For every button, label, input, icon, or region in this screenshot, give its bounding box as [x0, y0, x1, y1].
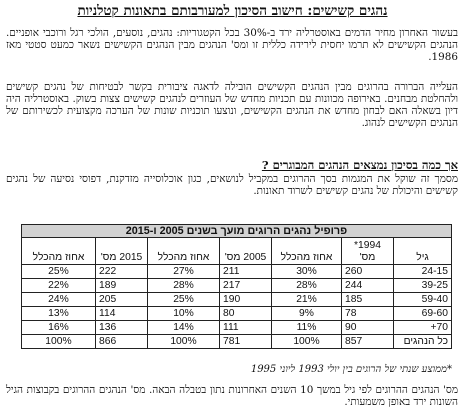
cell-percent-2005: 100%	[148, 335, 220, 349]
cell-age: 70+	[394, 321, 452, 335]
table-row	[21, 321, 451, 335]
cell-count-2005: 211	[220, 265, 272, 279]
table-caption: פרופיל נהגים הרוגים מועך בשנים 2005 ו-2015	[21, 225, 451, 238]
cell-count-1994: 185	[342, 293, 394, 307]
cell-percent-2005: 28%	[148, 279, 220, 293]
cell-percent-2005: 25%	[148, 293, 220, 307]
paragraph-3: מסמך זה שוקל את המגמות בסך ההרוגים במקביל לנושאים, כגון אוכלוסייה מזדקנת, דפוסי נסיעה של נהגים קשישים והיכולת של נהגים קשישים לשרוד תאונות.	[6, 173, 458, 197]
table-row	[21, 293, 451, 307]
cell-percent-1994: 30%	[272, 265, 342, 279]
cell-count-2015: 136	[96, 321, 148, 335]
cell-count-1994: 244	[342, 279, 394, 293]
header-count-2015: 2015 מס'	[96, 238, 148, 265]
cell-count-2015: 866	[96, 335, 148, 349]
cell-count-2015: 189	[96, 279, 148, 293]
table-footnote: *ממוצע שנתי של הרוגים בין יולי 1993 ליוני 1995	[250, 364, 452, 375]
cell-percent-2015: 22%	[21, 279, 95, 293]
cell-percent-2005: 10%	[148, 307, 220, 321]
header-count-2005: 2005 מס'	[220, 238, 272, 265]
cell-count-2015: 205	[96, 293, 148, 307]
fatalities-table-container	[22, 224, 452, 349]
cell-count-2005: 80	[220, 307, 272, 321]
cell-age: 24-15	[394, 265, 452, 279]
cell-percent-2015: 13%	[21, 307, 95, 321]
cell-percent-1994: 21%	[272, 293, 342, 307]
cell-percent-2015: 100%	[21, 335, 95, 349]
cell-count-1994: 260	[342, 265, 394, 279]
header-age: גיל	[394, 238, 452, 265]
cell-percent-1994: 28%	[272, 279, 342, 293]
cell-count-1994: 857	[342, 335, 394, 349]
cell-percent-2015: 16%	[21, 321, 95, 335]
table-row	[21, 279, 451, 293]
cell-age: 59-40	[394, 293, 452, 307]
cell-count-2005: 217	[220, 279, 272, 293]
table-row	[21, 307, 451, 321]
table-row	[21, 265, 451, 279]
cell-percent-1994: 100%	[272, 335, 342, 349]
cell-percent-1994: 11%	[272, 321, 342, 335]
table-row-total	[21, 335, 451, 349]
paragraph-4: מס' הנהגים ההרוגים לפי גיל במשך 10 השנים האחרונות נתון בטבלה הבאה. מס' הנהגים ההרוגים בקבוצות הגיל השונות ירד באופן משמעותי.	[6, 384, 458, 408]
document-title: נהגים קשישים: חישוב הסיכון למעורבותם בתאונות קטלניות	[77, 3, 388, 19]
cell-count-1994: 78	[342, 307, 394, 321]
cell-age: 69-60	[394, 307, 452, 321]
paragraph-2: העלייה הברורה בהרוגים מבין הנהגים הקשישים הובילה לדאגה ציבורית בקשר לבטיחות של נהגים קשישים ולהחלטת מבחנים. באירופה מכוונות עם תכניות מחדש של העוזרים לנהגים קשישים צצות בשוק. באוסטרליה היה דיון בשאלה האם לבחון מחדש את הנהגים הקשישים, ונוצעו תוכניות שונות של הערכה מקצועית לכשירותם של הנהגים הקשישים לנהוג.	[6, 81, 458, 129]
paragraph-1: בעשור האחרון מחיר הדמים באוסטרליה ירד ב-30% בכל הקטגוריות: נהגים, נוסעים, הולכי רגל ורוכבי אופניים. הנהגים הקשישים לא תרמו יחסית לירידה כללית זו ומס' הנהגים מבין הנהגים הקשישים נשאר כמעט סטטי מאז 1986.	[6, 27, 458, 63]
cell-percent-2015: 24%	[21, 293, 95, 307]
section-subheading: אך כמה בסיכון נמצאים הנהגים המבוגרים ?	[261, 158, 458, 172]
cell-percent-2005: 14%	[148, 321, 220, 335]
cell-count-1994: 90	[342, 321, 394, 335]
cell-count-2015: 114	[96, 307, 148, 321]
cell-count-2005: 190	[220, 293, 272, 307]
header-percent-2005: אחוז מהכלל	[148, 238, 220, 265]
fatalities-table	[21, 224, 452, 349]
cell-count-2015: 222	[96, 265, 148, 279]
header-percent-2015: אחוז מהכלל	[21, 238, 95, 265]
cell-percent-2015: 25%	[21, 265, 95, 279]
cell-count-2005: 111	[220, 321, 272, 335]
cell-age: 39-25	[394, 279, 452, 293]
cell-count-2005: 781	[220, 335, 272, 349]
cell-age: כל הנהגים	[394, 335, 452, 349]
header-percent-1994: אחוז מהכלל	[272, 238, 342, 265]
cell-percent-1994: 9%	[272, 307, 342, 321]
header-count-1994: 1994* מס'	[342, 238, 394, 265]
cell-percent-2005: 27%	[148, 265, 220, 279]
